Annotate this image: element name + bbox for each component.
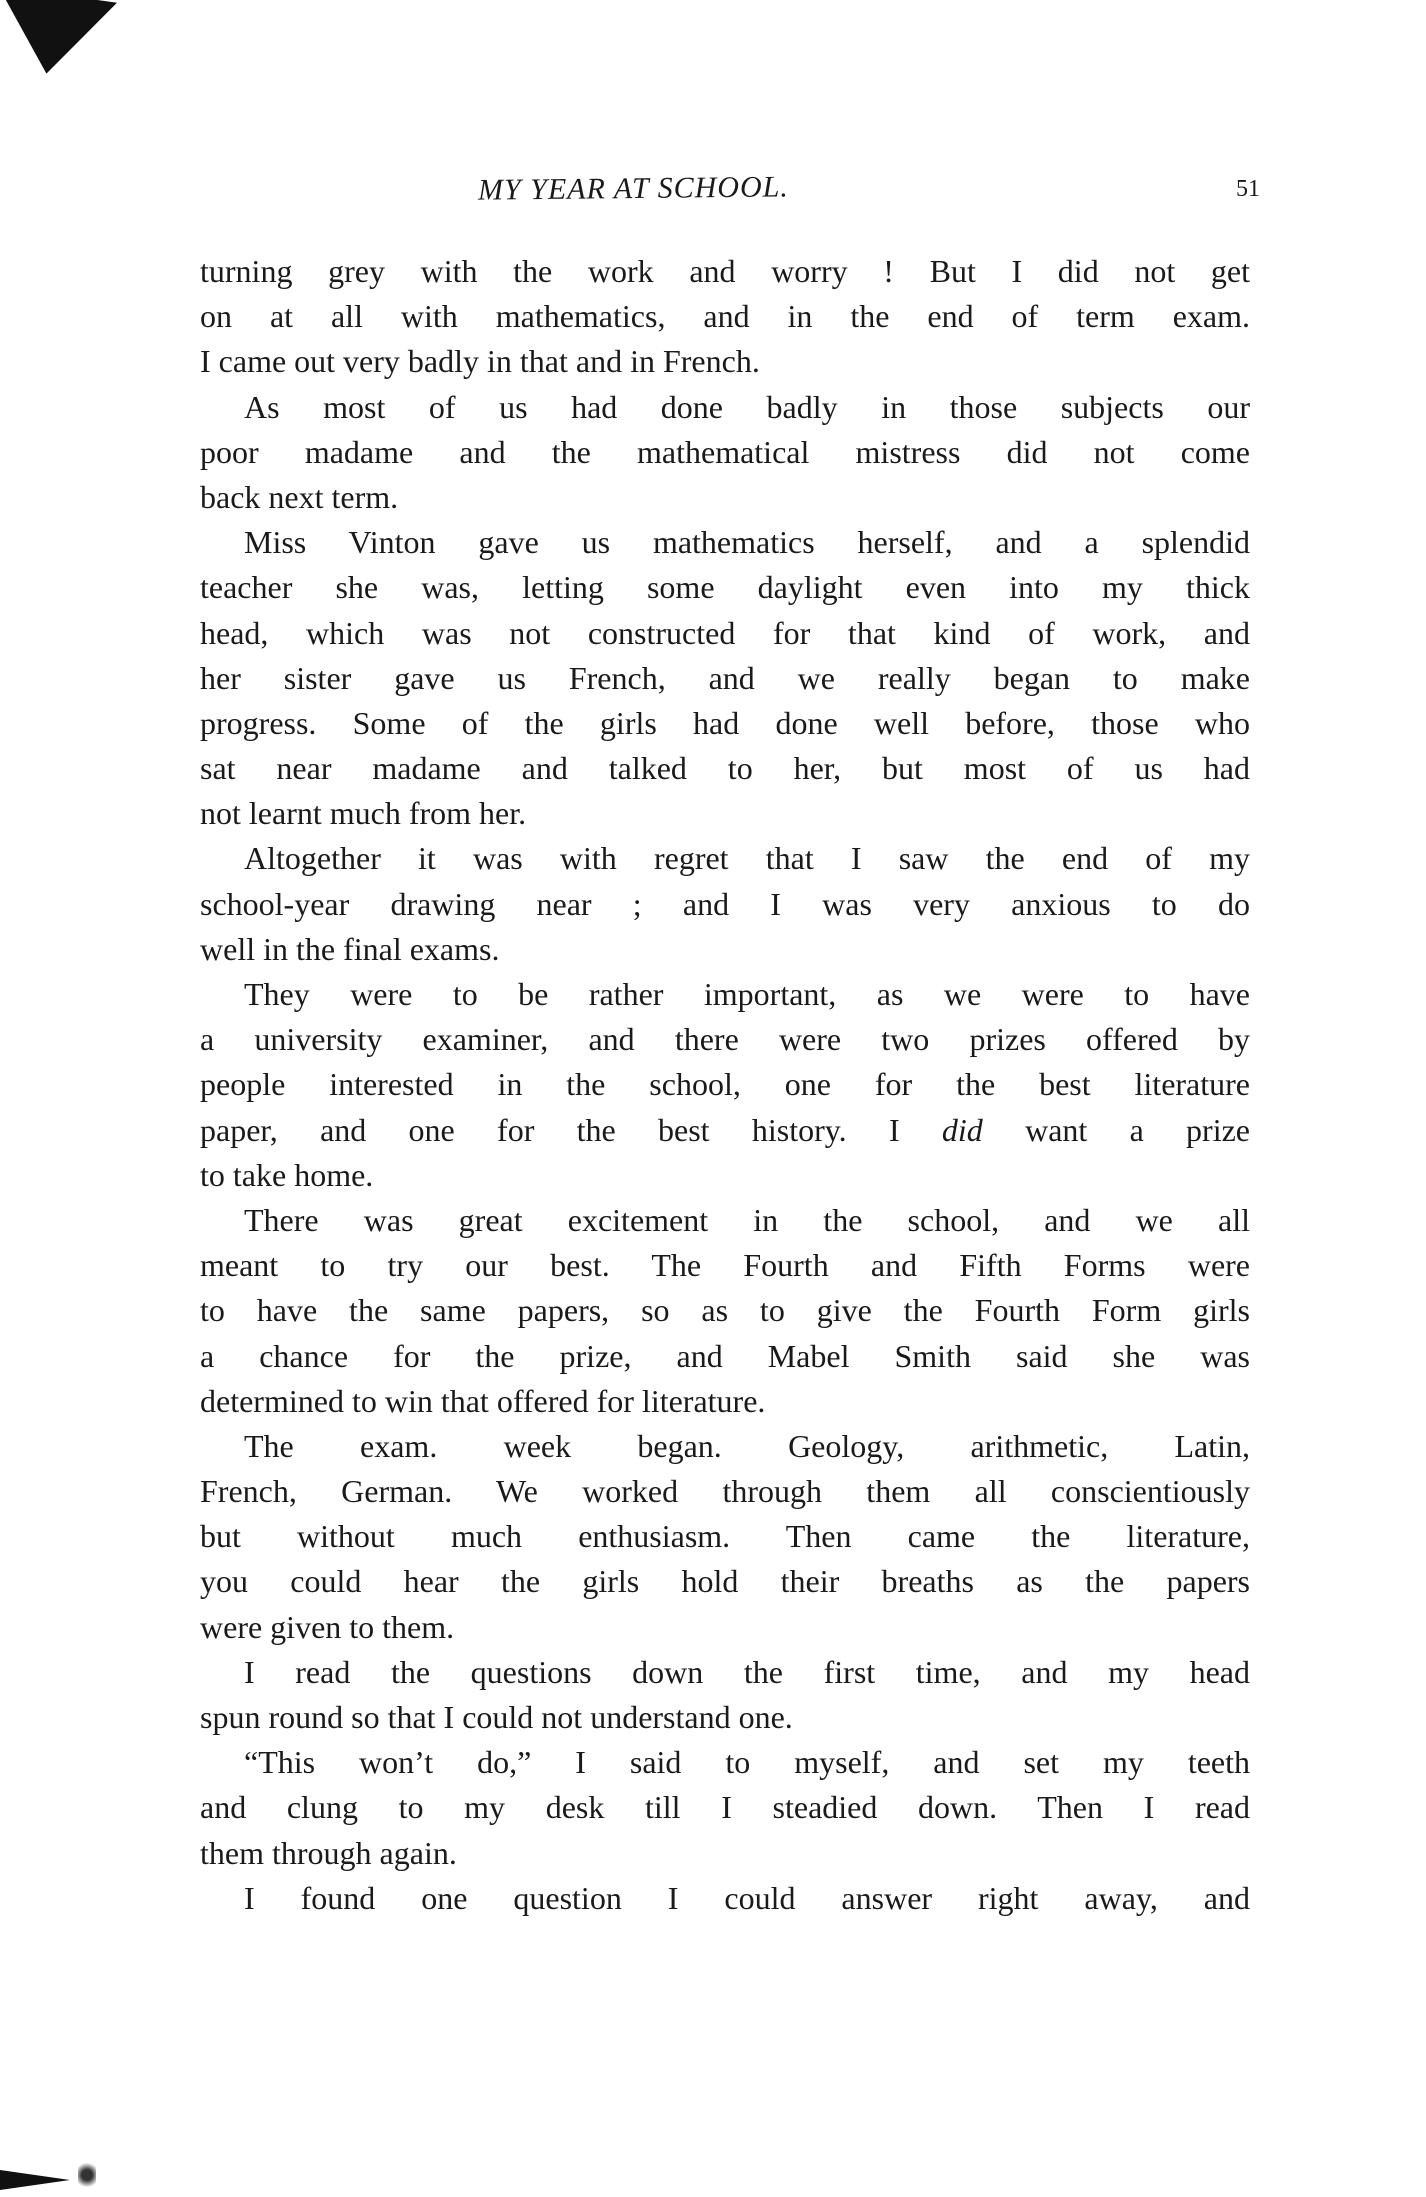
scan-mark-bottom [0,2170,70,2190]
text-line: school-year drawing near ; and I was very anxious to do [200,885,1250,922]
text-line: to have the same papers, so as to give the Fourth Form girls [200,1292,1250,1329]
text-line: well in the final exams. [200,930,500,967]
page-number: 51 [1236,176,1260,202]
text-line: you could hear the girls hold their breaths as the papers [200,1563,1250,1600]
text-line: to take home. [200,1156,374,1193]
paragraph [200,1876,1250,1921]
page-body [200,249,1250,1921]
text-line: but without much enthusiasm. Then came the literature, [200,1518,1250,1555]
text-line: were given to them. [200,1608,455,1645]
text-line: a university examiner, and there were two prizes offered by [200,1021,1250,1058]
paragraph [200,972,1250,1198]
text-line: teacher she was, letting some daylight even into my thick [200,569,1250,606]
text-line: not learnt much from her. [200,795,527,832]
paragraph [200,836,1250,972]
scan-speck [78,2160,96,2190]
text-line: paper, and one for the best history. I did want a prize [200,1111,1250,1148]
text-line: people interested in the school, one for the best literature [200,1066,1250,1103]
text-line: on at all with mathematics, and in the end of term exam. [200,298,1250,335]
scan-mark-top [0,0,117,82]
text-line: meant to try our best. The Fourth and Fifth Forms were [200,1247,1250,1284]
paragraph [200,1740,1250,1876]
text-line: They were to be rather important, as we were to have [244,976,1250,1012]
emphasis: did [941,1111,983,1148]
paragraph [200,520,1250,836]
text-line: French, German. We worked through them all conscientiously [200,1473,1250,1510]
paragraph [200,1424,1250,1650]
text-line: There was great excitement in the school, and we all [244,1201,1250,1238]
text-line: I found one question I could answer right away, and [244,1879,1250,1916]
text-line: spun round so that I could not understand one. [200,1699,793,1735]
text-line: progress. Some of the girls had done well before, those who [200,704,1250,741]
text-line: her sister gave us French, and we really began to make [200,659,1250,696]
text-line: and clung to my desk till I steadied down. Then I read [200,1789,1250,1826]
text-line: “This won’t do,” I said to myself, and set my teeth [244,1744,1250,1781]
text-line: back next term. [200,478,399,515]
paragraph [200,385,1250,521]
text-line: Miss Vinton gave us mathematics herself, and a splendid [244,524,1250,561]
paragraph [200,249,1250,385]
text-line: sat near madame and talked to her, but most of us had [200,750,1250,787]
text-line: determined to win that offered for literature. [200,1382,766,1419]
page-header [0,172,1426,216]
text-line: As most of us had done badly in those subjects our [244,388,1250,425]
running-title: MY YEAR AT SCHOOL. [477,170,790,207]
text-line: The exam. week began. Geology, arithmetic, Latin, [244,1427,1250,1464]
text-line: head, which was not constructed for that kind of work, and [200,614,1250,651]
text-line: poor madame and the mathematical mistress did not come [200,433,1250,470]
paragraph [200,1198,1250,1424]
text-line: turning grey with the work and worry ! But I did not get [200,253,1250,289]
text-line: I came out very badly in that and in French. [200,343,760,380]
text-line: them through again. [200,1834,457,1871]
paragraph [200,1650,1250,1740]
text-line: Altogether it was with regret that I saw the end of my [244,840,1250,877]
text-line: I read the questions down the first time, and my head [244,1653,1250,1690]
text-line: a chance for the prize, and Mabel Smith said she was [200,1337,1250,1374]
